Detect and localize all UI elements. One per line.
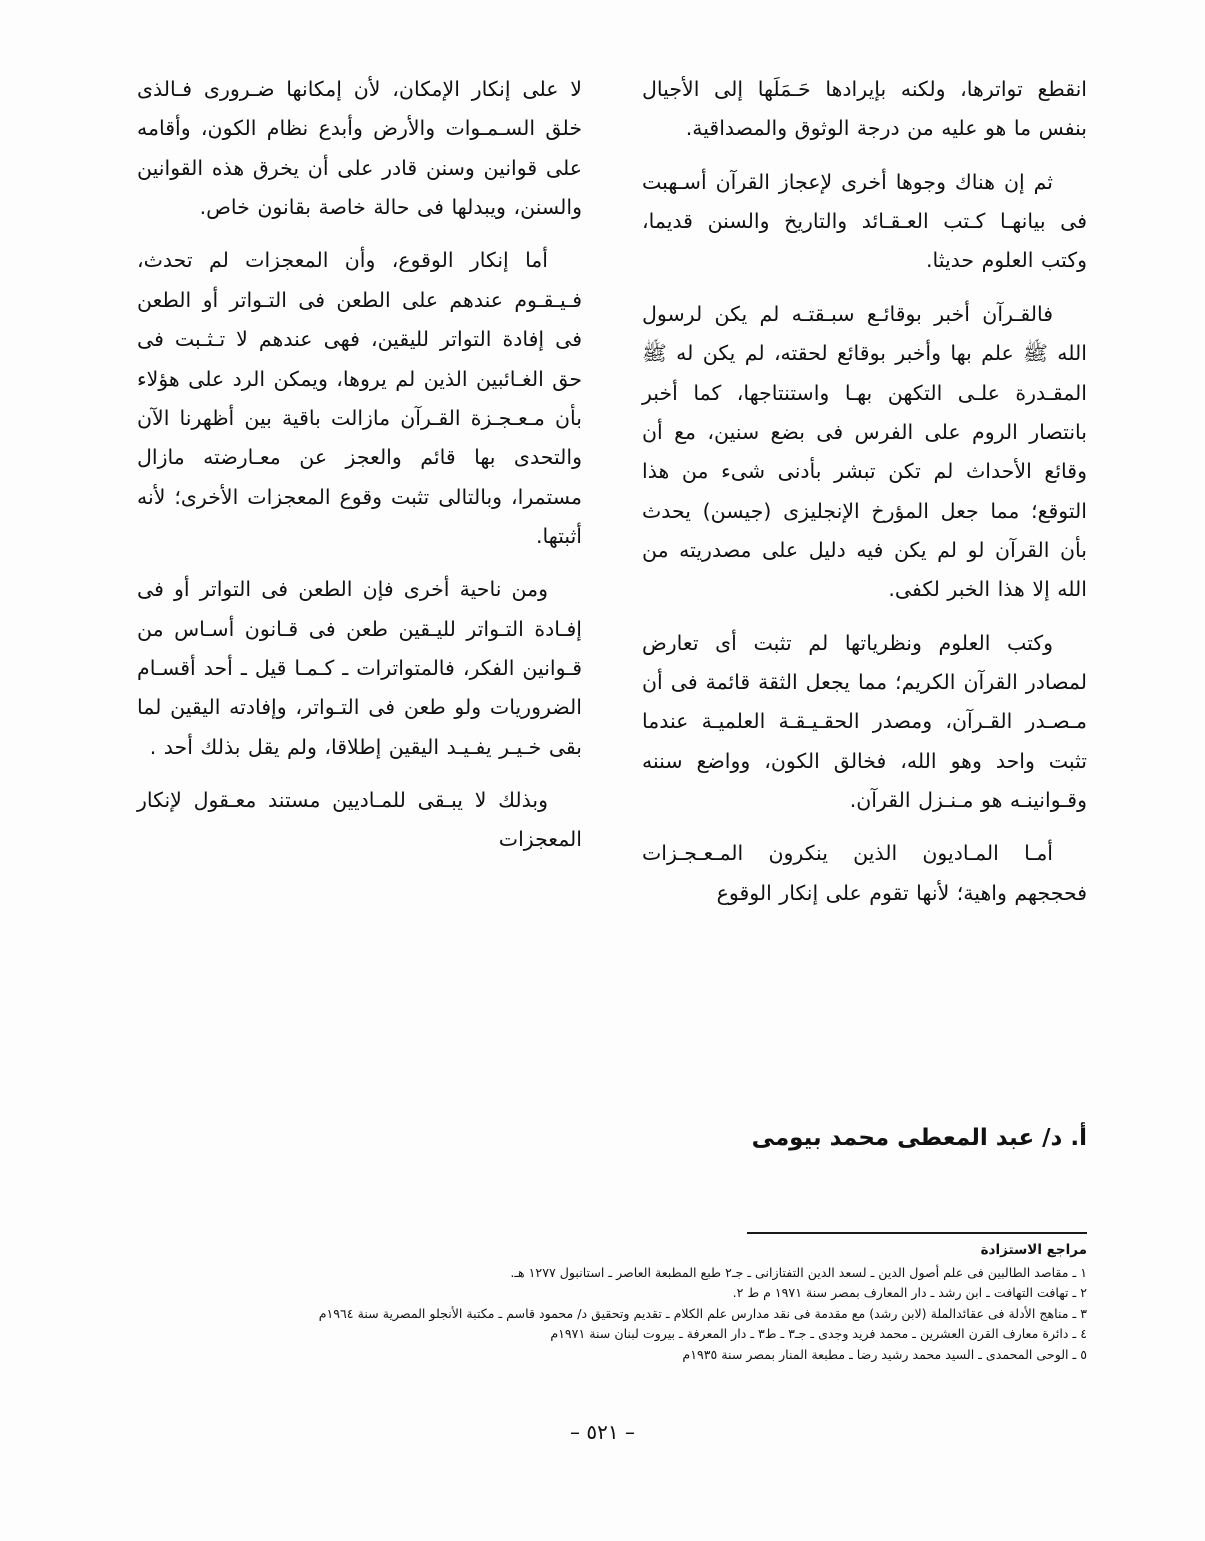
paragraph: فالقـرآن أخبر بوقائـع سبـقتـه لم يكن لرسول الله ﷺ علم بها وأخبر بوقائع لحقته، لم يكن له ﷺ المقـدرة علـى التكهن بهـا واستنتاجها، كما أخبر بانتصار الروم على الفرس فى بضع سنين، مع أن وقائع الأحداث لم تكن تبشر بأدنى شىء من هذا التوقع؛ مما جعل المؤرخ الإنجليزى (جيسن) يحدث بأن القرآن لو لم يكن فيه دليل على مصدريته من الله إلا هذا الخبر لكفى.	[642, 301, 1087, 602]
references-title: مراجع الاستزادة	[980, 1242, 1087, 1258]
paragraph: لا على إنكار الإمكان، لأن إمكانها ضـرورى فـالذى خلق السـمـوات والأرض وأبدع نظام الكون، وأقامه على قوانين وسنن قادر على أن يخرق هذه القوانين والسنن، ويبدلها فى حالة خاصة بقانون خاص.	[137, 77, 582, 220]
paragraph: ومن ناحية أخرى فإن الطعن فى التواتر أو فى إفـادة التـواتر لليـقين طعن فى قـانون أسـاس من قـوانين الفكر، فالمتواترات ـ كـمـا قيل ـ أحد أقسـام الضروريات ولو طعن فى التـواتر، وإفادته اليقين لما بقى خـيـر يفـيـد اليقين إطلاقا، ولم يقل بذلك أحد .	[137, 577, 582, 759]
page-number: – ٥٢١ –	[570, 1420, 635, 1444]
column-left	[137, 70, 582, 927]
paragraph: أمـا المـاديون الذين ينكرون المـعـجـزات فحججهم واهية؛ لأنها تقوم على إنكار الوقوع	[642, 841, 1087, 905]
column-right	[642, 70, 1087, 927]
list-item: ٢ ـ تهافت التهافت ـ ابن رشد ـ دار المعارف بمصر سنة ١٩٧١ م ط ٢.	[732, 1285, 1087, 1301]
paragraph: انقطع تواترها، ولكنه بإيرادها حَـمَلَها إلى الأجيال بنفس ما هو عليه من درجة الوثوق والمصداقية.	[642, 77, 1087, 141]
references-list	[318, 1263, 1087, 1365]
list-item: ٤ ـ دائرة معارف القرن العشرين ـ محمد فريد وجدى ـ جـ٣ ـ ط٣ ـ دار المعرفة ـ بيروت لبنان سنة ١٩٧١م	[550, 1326, 1087, 1342]
author-byline: أ. د/ عبد المعطى محمد بيومى	[751, 1125, 1087, 1151]
paragraph: أما إنكار الوقوع، وأن المعجزات لم تحدث، فـيـقـوم عندهم على الطعن فى التـواتر أو الطعن فى إفادة التواتر لليقين، فهى عندهم لا تـثـبت فى حق الغـائبين الذين لم يروها، ويمكن الرد على هؤلاء بأن مـعـجـزة القـرآن مازالت باقية بين أظهرنا الآن والتحدى بها قائم والعجز عن معـارضته مازال مستمرا، وبالتالى تثبت وقوع المعجزات الأخرى؛ لأنه أثبتها.	[137, 248, 582, 548]
paragraph: ثم إن هناك وجوها أخرى لإعجاز القرآن أسـهبت فى بيانهـا كـتب العـقـائد والتاريخ والسنن قديما، وكتب العلوم حديثا.	[642, 169, 1087, 273]
list-item: ١ ـ مقاصد الطالبين فى علم أصول الدين ـ لسعد الدين التفتازانى ـ جـ٢ طبع المطبعة العاصر ـ استانبول ١٢٧٧ هـ.	[510, 1265, 1087, 1280]
paragraph: وبذلك لا يبـقى للمـاديين مستند معـقول لإنكار المعجزات	[137, 788, 582, 852]
body-columns	[118, 70, 1087, 927]
references-section	[318, 1232, 1087, 1365]
list-item: ٥ ـ الوحى المحمدى ـ السيد محمد رشيد رضا ـ مطبعة المنار بمصر سنة ١٩٣٥م	[682, 1346, 1087, 1362]
references-divider	[747, 1232, 1087, 1234]
paragraph: وكتب العلوم ونظرياتها لم تثبت أى تعارض لمصادر القرآن الكريم؛ مما يجعل الثقة قائمة فى أن مـصـدر القـرآن، ومصدر الحقـيـقـة العلميـة عندما تثبت واحد وهو الله، فخالق الكون، وواضع سننه وقـوانينـه هو مـنـزل القرآن.	[642, 630, 1087, 813]
list-item: ٣ ـ مناهج الأدلة فى عقائدالملة (لابن رشد) مع مقدمة فى نقد مدارس علم الكلام ـ تقديم وتحقيق د/ محمود قاسم ـ مكتبة الأنجلو المصرية سنة ١٩٦٤م	[318, 1305, 1087, 1321]
